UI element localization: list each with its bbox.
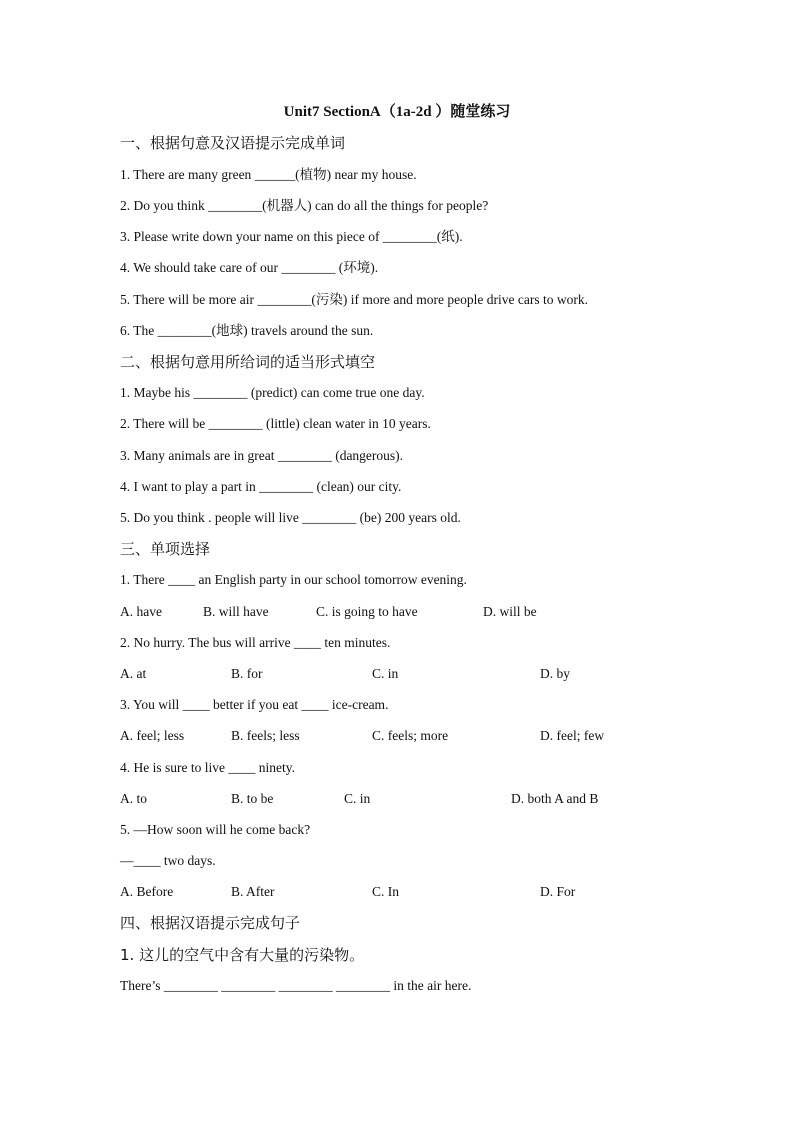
s1-item-5: 5. There will be more air ________(污染) if more and more people drive cars to work. bbox=[120, 292, 588, 307]
s3-q4-option-b: B. to be bbox=[231, 791, 274, 806]
s2-item-2: 2. There will be ________ (little) clean water in 10 years. bbox=[120, 416, 431, 431]
s3-q5-option-a: A. Before bbox=[120, 884, 174, 899]
s3-q1-option-c: C. is going to have bbox=[316, 604, 418, 619]
s3-q4-option-d: D. both A and B bbox=[511, 791, 599, 806]
s3-question-1: 1. There ____ an English party in our school tomorrow evening. bbox=[120, 572, 467, 587]
s3-q2-option-d: D. by bbox=[540, 666, 570, 681]
s3-question-5: 5. —How soon will he come back? bbox=[120, 822, 311, 837]
s3-question-5-reply: —____ two days. bbox=[120, 853, 216, 868]
section-3-heading: 三、单项选择 bbox=[120, 540, 211, 558]
s3-q3-option-c: C. feels; more bbox=[372, 728, 449, 743]
s3-q2-option-b: B. for bbox=[231, 666, 263, 681]
s3-q2-option-c: C. in bbox=[372, 666, 399, 681]
s2-item-5: 5. Do you think . people will live ________ (be) 200 years old. bbox=[120, 510, 461, 525]
s3-q1-option-b: B. will have bbox=[203, 604, 269, 619]
s1-item-2: 2. Do you think ________(机器人) can do all the things for people? bbox=[120, 198, 489, 213]
s3-q5-option-d: D. For bbox=[540, 884, 576, 899]
s3-q2-option-a: A. at bbox=[120, 666, 147, 681]
s1-item-6: 6. The ________(地球) travels around the sun. bbox=[120, 323, 374, 338]
s3-q3-option-d: D. feel; few bbox=[540, 728, 605, 743]
s3-question-4: 4. He is sure to live ____ ninety. bbox=[120, 760, 295, 775]
s3-question-2: 2. No hurry. The bus will arrive ____ ten minutes. bbox=[120, 635, 391, 650]
s3-q1-option-a: A. have bbox=[120, 604, 162, 619]
s4-item-1-prompt: 1. 这儿的空气中含有大量的污染物。 bbox=[120, 946, 365, 964]
s1-item-1: 1. There are many green ______(植物) near my house. bbox=[120, 167, 417, 182]
s3-q5-option-b: B. After bbox=[231, 884, 275, 899]
s3-q5-option-c: C. In bbox=[372, 884, 399, 899]
s3-question-3: 3. You will ____ better if you eat ____ ice-cream. bbox=[120, 697, 389, 712]
s3-q4-option-c: C. in bbox=[344, 791, 371, 806]
s3-q3-option-a: A. feel; less bbox=[120, 728, 185, 743]
s3-q4-option-a: A. to bbox=[120, 791, 147, 806]
s1-item-4: 4. We should take care of our ________ (环境). bbox=[120, 260, 379, 275]
s1-item-3: 3. Please write down your name on this piece of ________(纸). bbox=[120, 229, 463, 244]
s2-item-3: 3. Many animals are in great ________ (dangerous). bbox=[120, 448, 404, 463]
s4-item-1-answer-line: There’s ________ ________ ________ ________ in the air here. bbox=[120, 978, 472, 993]
s2-item-4: 4. I want to play a part in ________ (clean) our city. bbox=[120, 479, 402, 494]
s2-item-1: 1. Maybe his ________ (predict) can come true one day. bbox=[120, 385, 425, 400]
section-4-heading: 四、根据汉语提示完成句子 bbox=[120, 914, 301, 932]
section-1-heading: 一、根据句意及汉语提示完成单词 bbox=[120, 134, 346, 152]
s3-q3-option-b: B. feels; less bbox=[231, 728, 300, 743]
s3-q1-option-d: D. will be bbox=[483, 604, 537, 619]
section-2-heading: 二、根据句意用所给词的适当形式填空 bbox=[120, 353, 376, 371]
page-title: Unit7 SectionA（1a-2d ）随堂练习 bbox=[283, 104, 511, 120]
